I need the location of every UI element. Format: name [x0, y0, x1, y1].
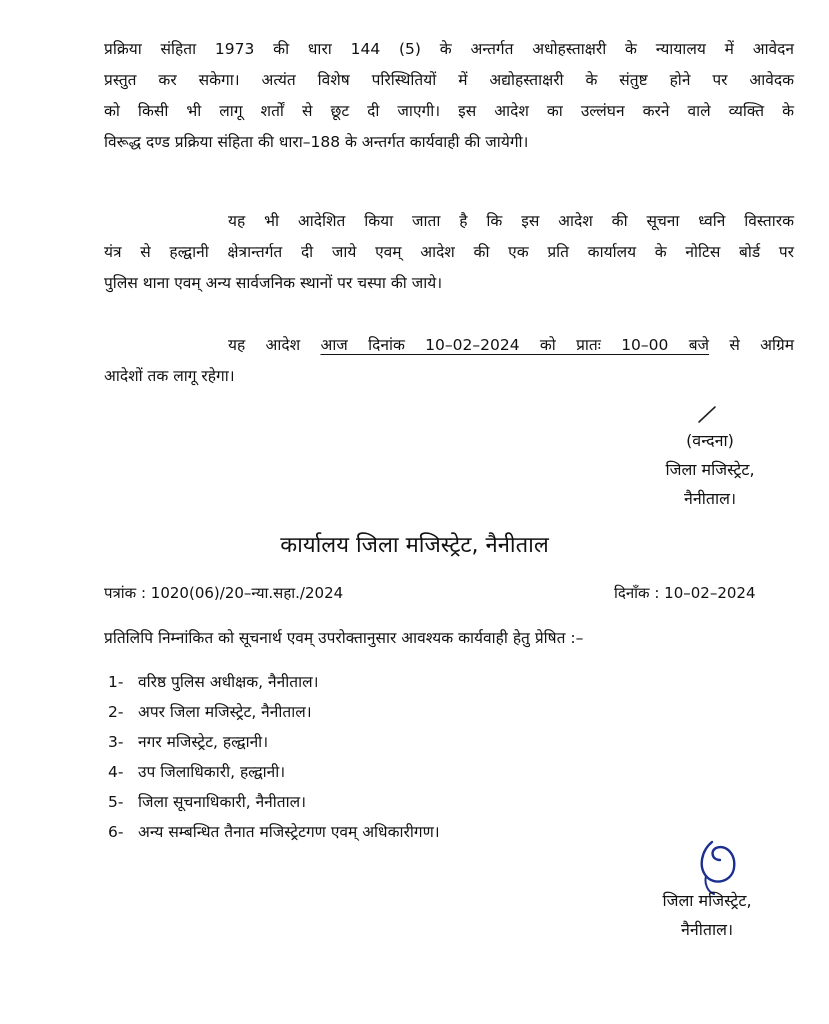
list-item-number: 6-	[108, 823, 124, 841]
paragraph-line: आदेशों तक लागू रहेगा।	[104, 367, 235, 385]
list-item-text: नगर मजिस्ट्रेट, हल्द्वानी।	[138, 733, 269, 751]
list-item-number: 3-	[108, 733, 124, 751]
list-item	[108, 757, 440, 787]
signature-block-2	[632, 886, 782, 944]
list-item-text: उप जिलाधिकारी, हल्द्वानी।	[138, 763, 286, 781]
signatory-place: नैनीताल।	[683, 489, 737, 508]
list-item	[108, 817, 440, 847]
office-heading: कार्यालय जिला मजिस्ट्रेट, नैनीताल	[280, 533, 549, 558]
list-item	[108, 667, 440, 697]
paragraph-line: प्रस्तुत कर सकेगा। अत्यंत विशेष परिस्थितियों में अद्योहस्ताक्षरी के संतुष्ट होने पर आवेदक	[104, 71, 794, 89]
copy-forwarded-intro: प्रतिलिपि निम्नांकित को सूचनार्थ एवम् उपरोक्तानुसार आवश्यक कार्यवाही हेतु प्रेषित :–	[104, 629, 584, 647]
effective-text-post: से अग्रिम	[709, 336, 794, 354]
list-item	[108, 787, 440, 817]
paragraph-line: यह भी आदेशित किया जाता है कि इस आदेश की सूचना ध्वनि विस्तारक	[228, 212, 794, 230]
signature-1-mark	[696, 404, 720, 424]
signatory-designation: जिला मजिस्ट्रेट,	[665, 460, 755, 479]
list-item-number: 1-	[108, 673, 124, 691]
list-item-text: जिला सूचनाधिकारी, नैनीताल।	[138, 793, 307, 811]
letter-number: पत्रांक : 1020(06)/20–न्या.सहा./2024	[104, 584, 344, 602]
order-paragraph-1	[104, 34, 794, 158]
recipient-list	[108, 667, 440, 847]
paragraph-line: यंत्र से हल्द्वानी क्षेत्रान्तर्गत दी जाये एवम् आदेश की एक प्रति कार्यालय के नोटिस बोर्ड पर	[104, 243, 794, 261]
effective-date-underlined: आज दिनांक 10–02–2024 को प्रातः 10–00 बजे	[320, 336, 710, 354]
paragraph-line: विरूद्ध दण्ड प्रक्रिया संहिता की धारा–188 के अन्तर्गत कार्यवाही की जायेगी।	[104, 133, 529, 151]
signatory-place: नैनीताल।	[680, 920, 734, 939]
paragraph-line: को किसी भी लागू शर्तों से छूट दी जाएगी। इस आदेश का उल्लंघन करने वाले व्यक्ति के	[104, 102, 794, 120]
list-item-number: 2-	[108, 703, 124, 721]
list-item-text: अपर जिला मजिस्ट्रेट, नैनीताल।	[138, 703, 312, 721]
signatory-designation: जिला मजिस्ट्रेट,	[662, 891, 752, 910]
list-item-number: 4-	[108, 763, 124, 781]
signatory-name: (वन्दना)	[686, 431, 734, 450]
order-paragraph-3	[104, 330, 794, 392]
letter-date: दिनाँक : 10–02–2024	[614, 584, 756, 602]
list-item-text: वरिष्ठ पुलिस अधीक्षक, नैनीताल।	[138, 673, 319, 691]
effective-text-pre: यह आदेश	[228, 336, 321, 354]
list-item-number: 5-	[108, 793, 124, 811]
list-item	[108, 697, 440, 727]
list-item-text: अन्य सम्बन्धित तैनात मजिस्ट्रेटगण एवम् अधिकारीगण।	[138, 823, 440, 841]
list-item	[108, 727, 440, 757]
signature-block-1	[640, 426, 780, 513]
paragraph-line: पुलिस थाना एवम् अन्य सार्वजनिक स्थानों पर चस्पा की जाये।	[104, 274, 443, 292]
paragraph-line	[104, 330, 794, 361]
order-paragraph-2	[104, 206, 794, 299]
paragraph-line: प्रक्रिया संहिता 1973 की धारा 144 (5) के अन्तर्गत अधोहस्ताक्षरी के न्यायालय में आवेदन	[104, 40, 794, 58]
